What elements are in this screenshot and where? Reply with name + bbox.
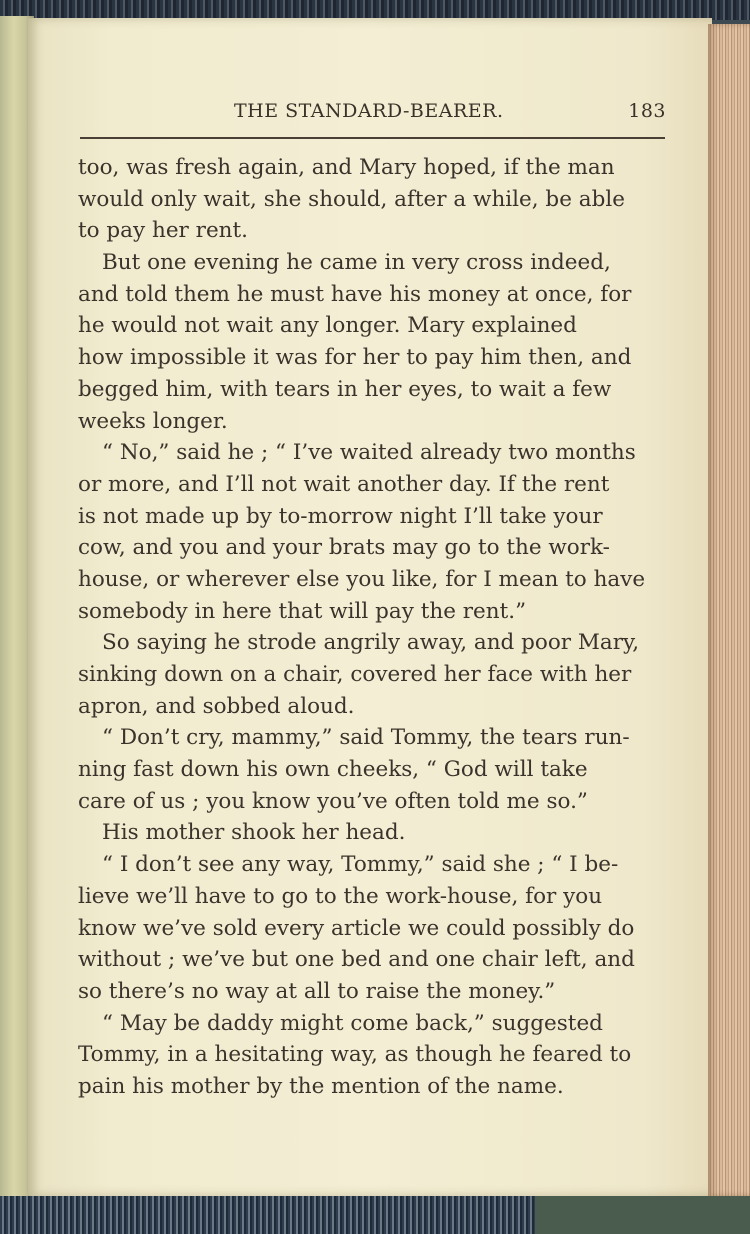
text-line: lieve we’ll have to go to the work-house, for you: [78, 883, 603, 909]
text-line: “ I don’t see any way, Tommy,” said she ; “ I be-: [102, 852, 619, 878]
text-line: would only wait, she should, after a while, be able: [78, 186, 625, 212]
text-line: apron, and sobbed aloud.: [78, 693, 355, 719]
text-line: so there’s no way at all to raise the money.”: [78, 978, 556, 1004]
header-rule: [80, 137, 665, 139]
text-line: care of us ; you know you’ve often told me so.”: [78, 788, 588, 814]
text-line: somebody in here that will pay the rent.”: [78, 598, 527, 624]
page-edges: [708, 24, 750, 1196]
text-line: cow, and you and your brats may go to the work-: [78, 535, 610, 561]
text-line: without ; we’ve but one bed and one chair left, and: [78, 947, 635, 973]
text-line: “ May be daddy might come back,” suggested: [102, 1010, 603, 1036]
text-line: begged him, with tears in her eyes, to wait a few: [78, 376, 612, 402]
text-line: too, was fresh again, and Mary hoped, if the man: [78, 155, 615, 180]
text-line: house, or wherever else you like, for I mean to have: [78, 566, 646, 592]
running-title: THE STANDARD-BEARER.: [234, 100, 504, 122]
text-line: But one evening he came in very cross indeed,: [102, 250, 611, 276]
text-line: sinking down on a chair, covered her face with her: [78, 662, 632, 687]
text-line: he would not wait any longer. Mary explained: [78, 313, 577, 339]
text-line: to pay her rent.: [78, 218, 248, 244]
text-line: So saying he strode angrily away, and poor Mary,: [102, 630, 640, 656]
text-line: know we’ve sold every article we could possibly do: [78, 915, 635, 941]
running-head: [234, 100, 666, 122]
book-cover-top: [0, 0, 750, 20]
text-line: and told them he must have his money at once, for: [78, 281, 632, 307]
text-line: how impossible it was for her to pay him then, and: [78, 345, 632, 371]
text-line: weeks longer.: [78, 408, 228, 434]
text-line: His mother shook her head.: [102, 820, 406, 846]
body-text: [78, 152, 678, 1103]
text-line: ning fast down his own cheeks, “ God will take: [78, 757, 588, 783]
text-line: “ No,” said he ; “ I’ve waited already two months: [102, 440, 636, 466]
book-cover-bottom: [0, 1196, 750, 1234]
text-line: is not made up by to-morrow night I’ll take your: [78, 503, 603, 529]
text-line: “ Don’t cry, mammy,” said Tommy, the tears run-: [102, 725, 630, 751]
page-number: 183: [628, 100, 666, 122]
text-line: Tommy, in a hesitating way, as though he feared to: [78, 1042, 632, 1068]
text-line: or more, and I’ll not wait another day. If the rent: [78, 471, 610, 497]
text-line: pain his mother by the mention of the name.: [78, 1073, 564, 1099]
